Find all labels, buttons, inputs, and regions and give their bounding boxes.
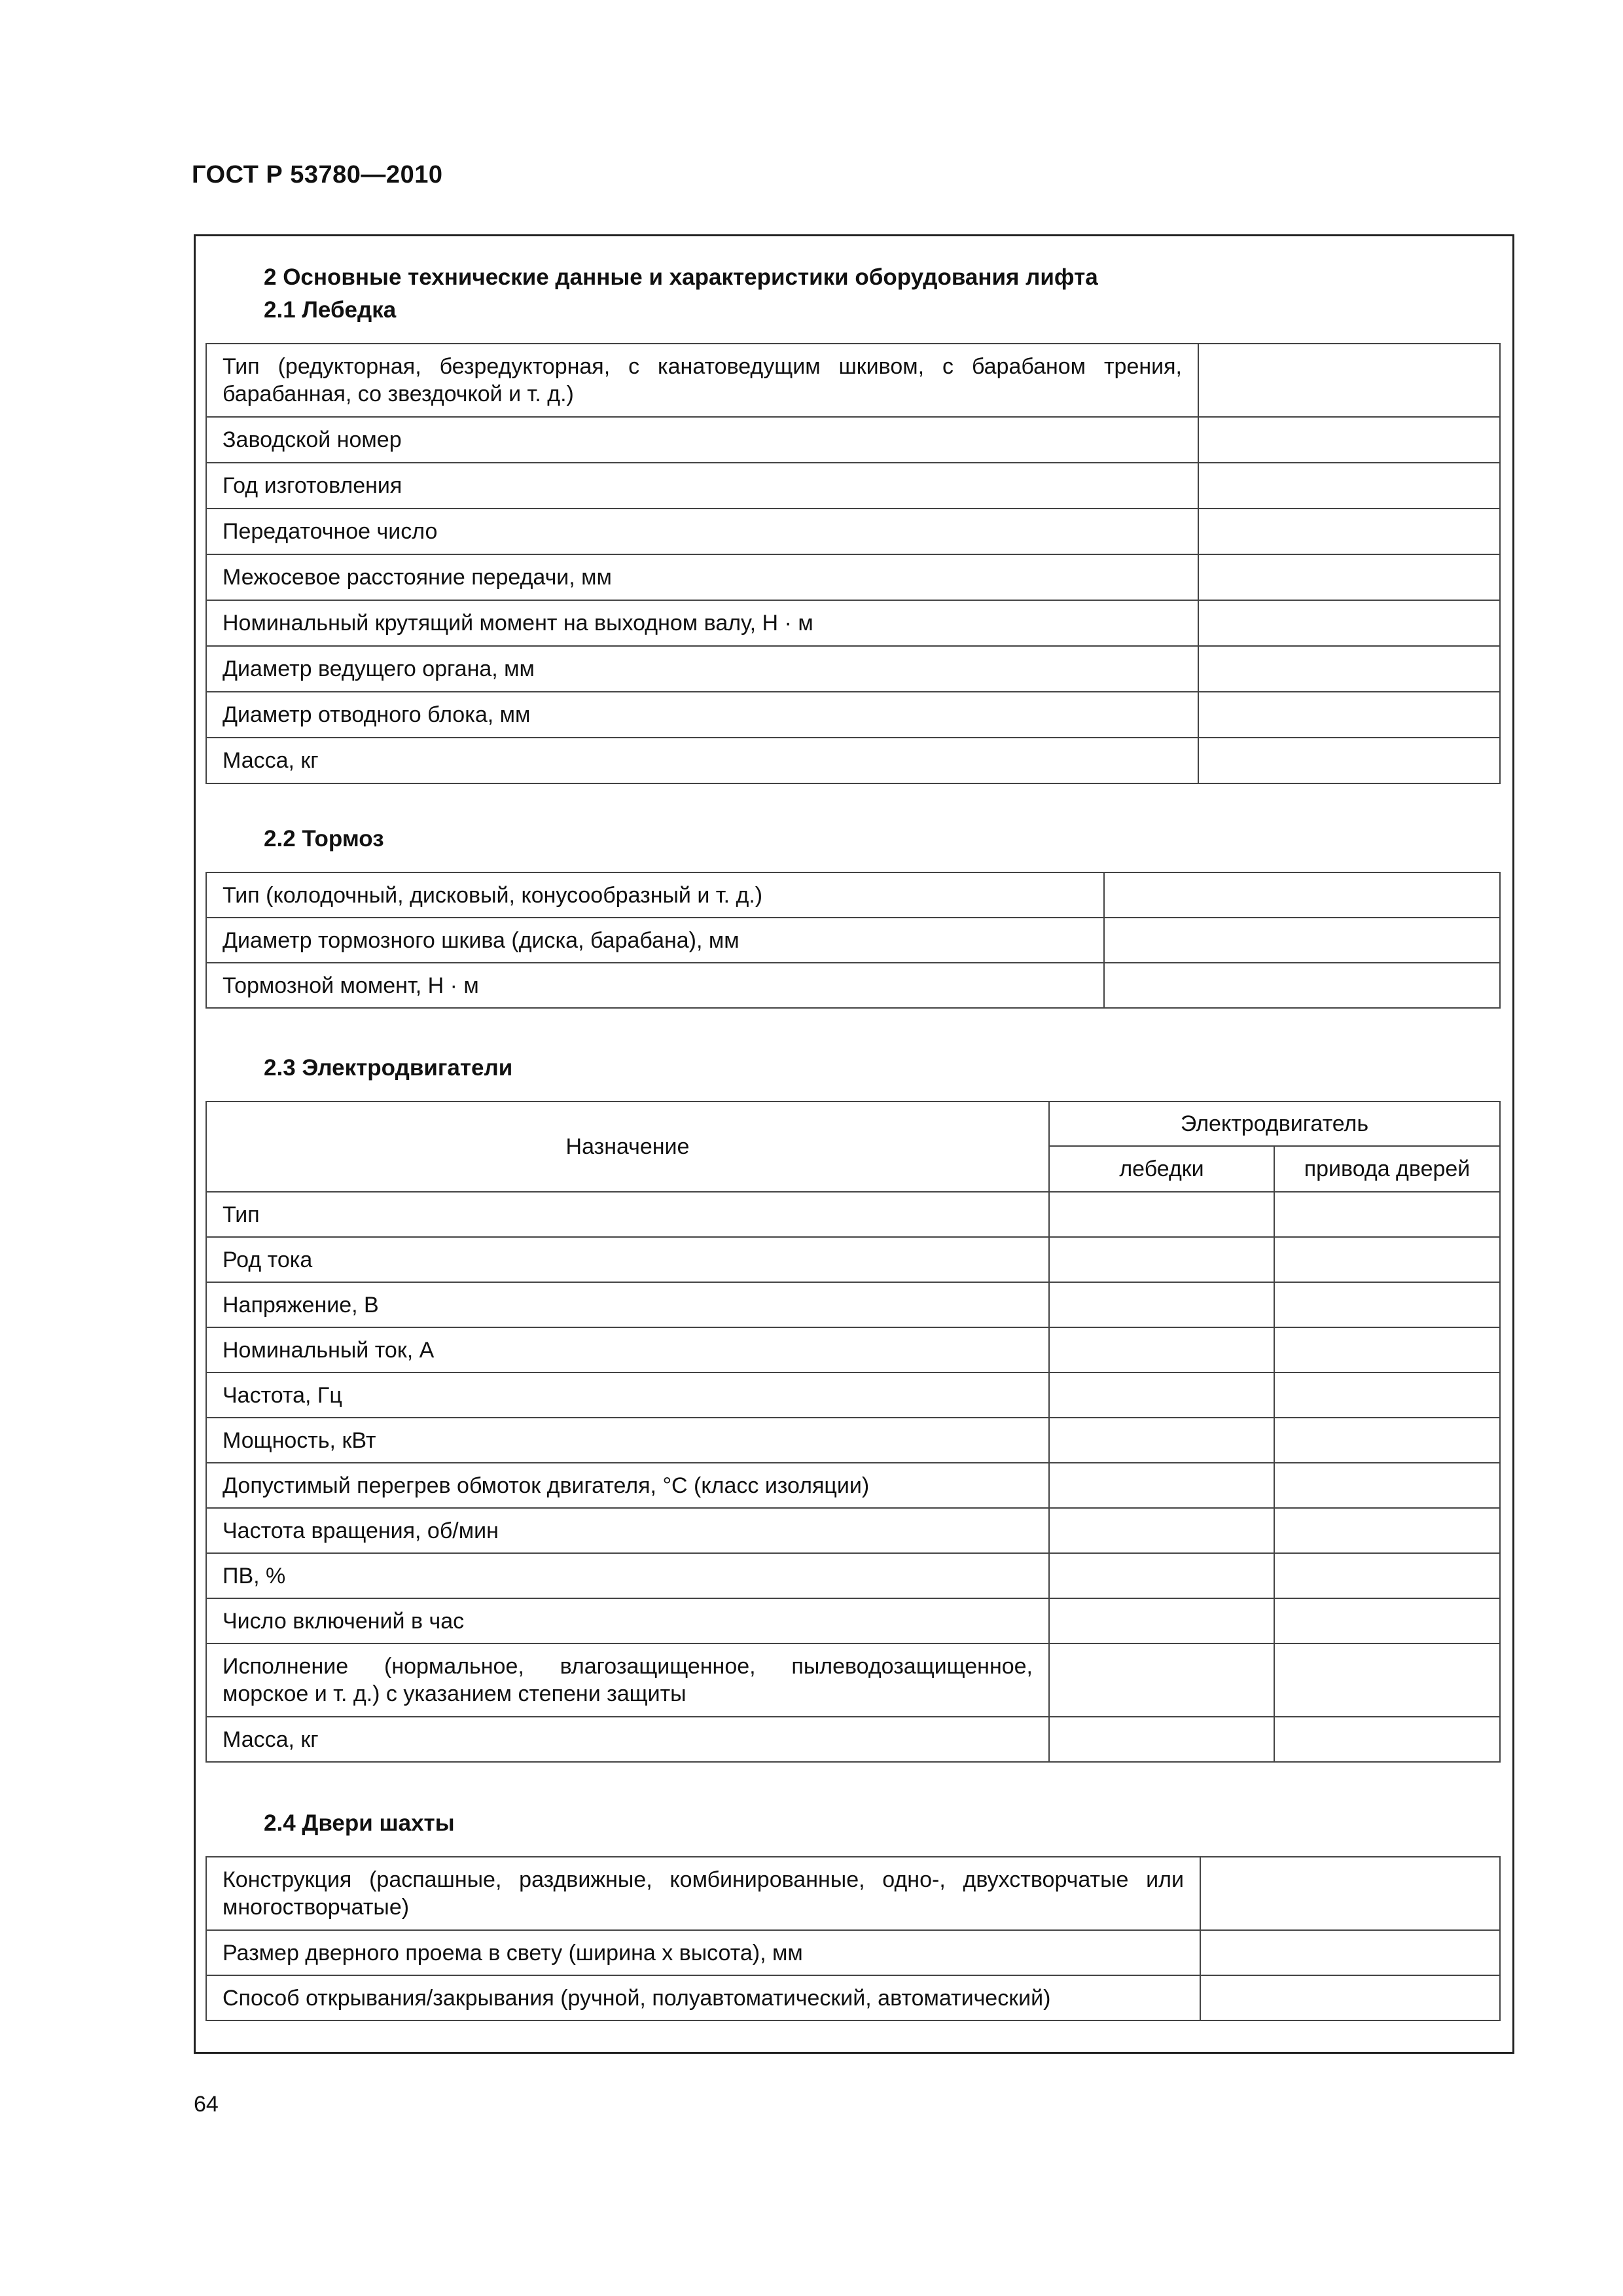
motor-duty-cycle-door-value[interactable] xyxy=(1274,1553,1500,1598)
table-row xyxy=(206,1857,1500,1930)
table-row xyxy=(206,1282,1500,1327)
motor-header: Электродвигатель xyxy=(1049,1102,1500,1146)
winch-ratio-value[interactable] xyxy=(1198,509,1500,554)
brake-type-label: Тип (колодочный, дисковый, конусообразный и т. д.) xyxy=(206,872,1104,918)
table-row xyxy=(206,1553,1500,1598)
table-row xyxy=(206,918,1500,963)
winch-center-distance-value[interactable] xyxy=(1198,554,1500,600)
motor-mass-winch-value[interactable] xyxy=(1049,1717,1274,1762)
motor-rpm-winch-value[interactable] xyxy=(1049,1508,1274,1553)
brake-type-value[interactable] xyxy=(1104,872,1500,918)
winch-year-value[interactable] xyxy=(1198,463,1500,509)
table-row xyxy=(206,1643,1500,1717)
table-row xyxy=(206,1717,1500,1762)
table-row xyxy=(206,963,1500,1008)
motor-rated-current-label: Номинальный ток, А xyxy=(206,1327,1049,1372)
motor-rpm-label: Частота вращения, об/мин xyxy=(206,1508,1049,1553)
motor-enclosure-label: Исполнение (нормальное, влагозащищенное, пылеводозащищенное, морское и т. д.) с указанием степени защиты xyxy=(206,1643,1049,1717)
motor-current-kind-label: Род тока xyxy=(206,1237,1049,1282)
winch-motor-header: лебедки xyxy=(1049,1146,1274,1192)
table-row xyxy=(206,646,1500,692)
shaft-doors-section-title: 2.4 Двери шахты xyxy=(264,1810,455,1836)
motor-frequency-door-value[interactable] xyxy=(1274,1372,1500,1418)
page-number: 64 xyxy=(194,2092,219,2117)
brake-torque-label: Тормозной момент, Н · м xyxy=(206,963,1104,1008)
motor-rated-current-door-value[interactable] xyxy=(1274,1327,1500,1372)
motor-mass-door-value[interactable] xyxy=(1274,1717,1500,1762)
door-construction-value[interactable] xyxy=(1200,1857,1500,1930)
motor-starts-per-hour-door-value[interactable] xyxy=(1274,1598,1500,1643)
motor-duty-cycle-label: ПВ, % xyxy=(206,1553,1049,1598)
motor-starts-per-hour-winch-value[interactable] xyxy=(1049,1598,1274,1643)
brake-diameter-label: Диаметр тормозного шкива (диска, барабана), мм xyxy=(206,918,1104,963)
table-row xyxy=(206,1508,1500,1553)
brake-diameter-value[interactable] xyxy=(1104,918,1500,963)
motor-power-winch-value[interactable] xyxy=(1049,1418,1274,1463)
table-row xyxy=(206,738,1500,783)
table-row xyxy=(206,872,1500,918)
door-operation-method-label: Способ открывания/закрывания (ручной, полуавтоматический, автоматический) xyxy=(206,1975,1200,2020)
winch-drive-diameter-label: Диаметр ведущего органа, мм xyxy=(206,646,1198,692)
door-opening-size-label: Размер дверного проема в свету (ширина х высота), мм xyxy=(206,1930,1200,1975)
brake-table xyxy=(205,872,1501,1009)
motor-enclosure-door-value[interactable] xyxy=(1274,1643,1500,1717)
motor-rpm-door-value[interactable] xyxy=(1274,1508,1500,1553)
section-title: 2 Основные технические данные и характеристики оборудования лифта xyxy=(264,264,1098,290)
motor-enclosure-winch-value[interactable] xyxy=(1049,1643,1274,1717)
brake-section-title: 2.2 Тормоз xyxy=(264,826,384,852)
table-row xyxy=(206,344,1500,417)
door-construction-label: Конструкция (распашные, раздвижные, комбинированные, одно-, двухстворчатые или многостворчатые) xyxy=(206,1857,1200,1930)
table-header-row xyxy=(206,1102,1500,1146)
winch-ratio-label: Передаточное число xyxy=(206,509,1198,554)
shaft-doors-table xyxy=(205,1856,1501,2021)
motor-type-label: Тип xyxy=(206,1192,1049,1237)
motor-starts-per-hour-label: Число включений в час xyxy=(206,1598,1049,1643)
table-row xyxy=(206,463,1500,509)
winch-table xyxy=(205,343,1501,784)
table-row xyxy=(206,1192,1500,1237)
winch-torque-value[interactable] xyxy=(1198,600,1500,646)
motor-overheat-door-value[interactable] xyxy=(1274,1463,1500,1508)
door-operation-method-value[interactable] xyxy=(1200,1975,1500,2020)
motor-type-winch-value[interactable] xyxy=(1049,1192,1274,1237)
winch-torque-label: Номинальный крутящий момент на выходном валу, Н · м xyxy=(206,600,1198,646)
motor-voltage-door-value[interactable] xyxy=(1274,1282,1500,1327)
winch-pulley-diameter-label: Диаметр отводного блока, мм xyxy=(206,692,1198,738)
table-row xyxy=(206,1463,1500,1508)
motor-duty-cycle-winch-value[interactable] xyxy=(1049,1553,1274,1598)
table-row xyxy=(206,1930,1500,1975)
motor-frequency-label: Частота, Гц xyxy=(206,1372,1049,1418)
winch-serial-label: Заводской номер xyxy=(206,417,1198,463)
winch-pulley-diameter-value[interactable] xyxy=(1198,692,1500,738)
motors-table xyxy=(205,1101,1501,1763)
motors-section-title: 2.3 Электродвигатели xyxy=(264,1055,513,1081)
motor-current-kind-winch-value[interactable] xyxy=(1049,1237,1274,1282)
motor-overheat-label: Допустимый перегрев обмоток двигателя, °С (класс изоляции) xyxy=(206,1463,1049,1508)
table-row xyxy=(206,692,1500,738)
purpose-header: Назначение xyxy=(206,1102,1049,1192)
winch-section-title: 2.1 Лебедка xyxy=(264,297,397,323)
motor-voltage-label: Напряжение, В xyxy=(206,1282,1049,1327)
motor-voltage-winch-value[interactable] xyxy=(1049,1282,1274,1327)
winch-year-label: Год изготовления xyxy=(206,463,1198,509)
table-row xyxy=(206,417,1500,463)
table-row xyxy=(206,1598,1500,1643)
table-row xyxy=(206,1418,1500,1463)
motor-frequency-winch-value[interactable] xyxy=(1049,1372,1274,1418)
winch-drive-diameter-value[interactable] xyxy=(1198,646,1500,692)
table-row xyxy=(206,1975,1500,2020)
motor-power-label: Мощность, кВт xyxy=(206,1418,1049,1463)
door-opening-size-value[interactable] xyxy=(1200,1930,1500,1975)
motor-type-door-value[interactable] xyxy=(1274,1192,1500,1237)
door-drive-motor-header: привода дверей xyxy=(1274,1146,1500,1192)
table-row xyxy=(206,554,1500,600)
table-row xyxy=(206,509,1500,554)
motor-current-kind-door-value[interactable] xyxy=(1274,1237,1500,1282)
winch-type-label: Тип (редукторная, безредукторная, с канатоведущим шкивом, с барабаном трения, барабанная, со звездочкой и т. д.) xyxy=(206,344,1198,417)
winch-mass-value[interactable] xyxy=(1198,738,1500,783)
brake-torque-value[interactable] xyxy=(1104,963,1500,1008)
document-standard-header: ГОСТ Р 53780—2010 xyxy=(192,161,443,188)
motor-rated-current-winch-value[interactable] xyxy=(1049,1327,1274,1372)
winch-type-value[interactable] xyxy=(1198,344,1500,417)
winch-serial-value[interactable] xyxy=(1198,417,1500,463)
winch-center-distance-label: Межосевое расстояние передачи, мм xyxy=(206,554,1198,600)
table-row xyxy=(206,600,1500,646)
winch-mass-label: Масса, кг xyxy=(206,738,1198,783)
motor-overheat-winch-value[interactable] xyxy=(1049,1463,1274,1508)
motor-mass-label: Масса, кг xyxy=(206,1717,1049,1762)
table-row xyxy=(206,1372,1500,1418)
table-row xyxy=(206,1237,1500,1282)
table-row xyxy=(206,1327,1500,1372)
motor-power-door-value[interactable] xyxy=(1274,1418,1500,1463)
